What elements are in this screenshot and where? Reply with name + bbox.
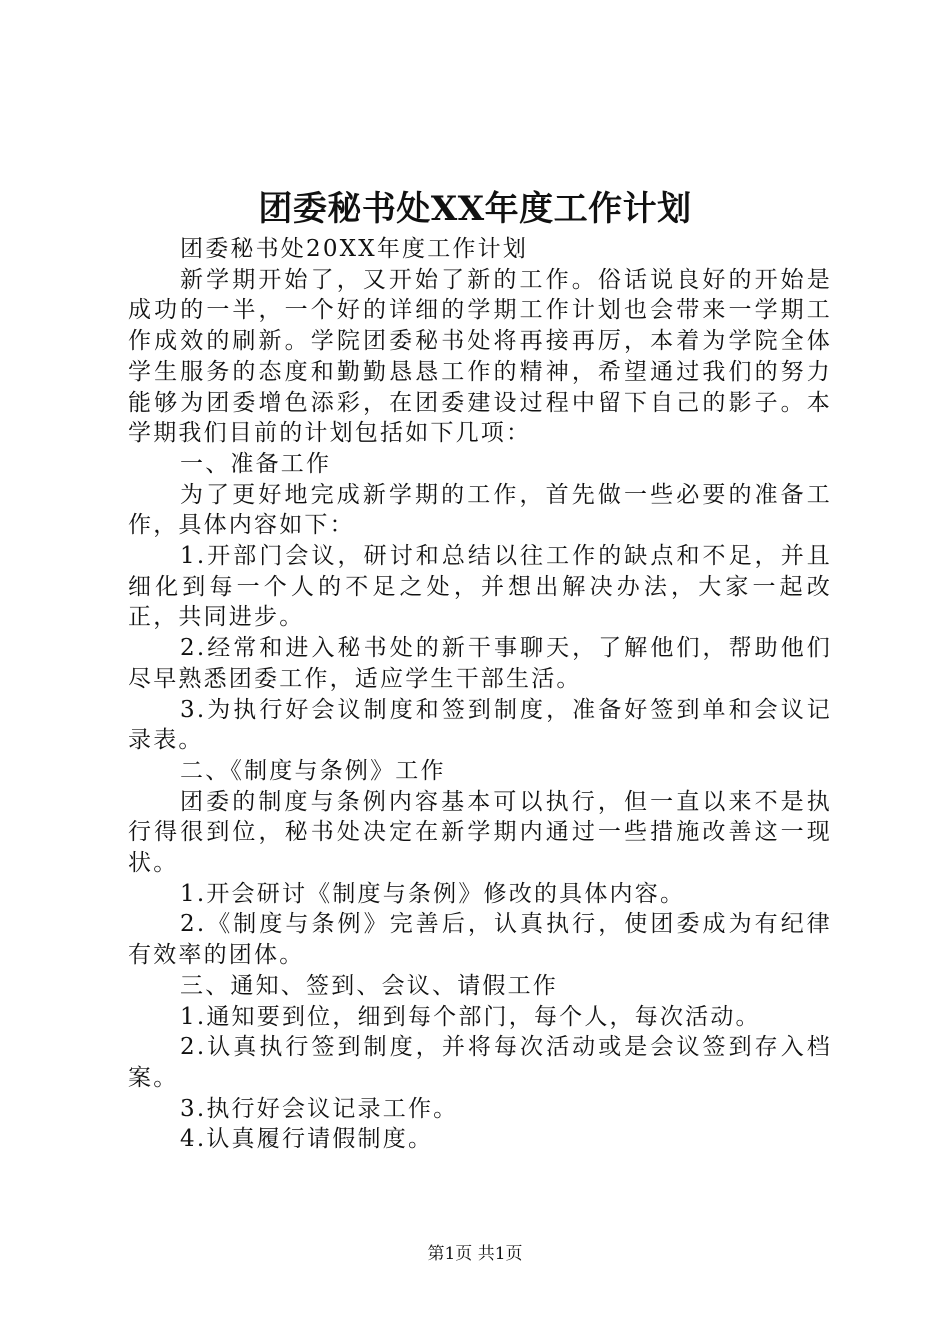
section-1-intro: 为了更好地完成新学期的工作，首先做一些必要的准备工作，具体内容如下： (128, 481, 832, 539)
section-3-item-2: 2.认真执行签到制度，并将每次活动或是会议签到存入档案。 (128, 1034, 832, 1091)
section-2-item-1: 1.开会研讨《制度与条例》修改的具体内容。 (180, 880, 686, 907)
section-heading-2: 二、《制度与条例》工作 (180, 757, 446, 784)
section-heading-3: 三、通知、签到、会议、请假工作 (180, 972, 558, 999)
section-3-item-4: 4.认真履行请假制度。 (180, 1126, 434, 1153)
section-3-item-1: 1.通知要到位，细到每个部门，每个人，每次活动。 (180, 1003, 761, 1030)
section-heading-1: 一、准备工作 (180, 450, 332, 477)
document-body (128, 234, 832, 1155)
page-footer: 第1页 共1页 (427, 1244, 523, 1264)
section-1-item-3: 3.为执行好会议制度和签到制度，准备好签到单和会议记录表。 (128, 696, 832, 754)
intro-paragraph: 新学期开始了，又开始了新的工作。俗话说良好的开始是成功的一半，一个好的详细的学期工作计划也会带来一学期工作成效的刷新。学院团委秘书处将再接再厉，本着为学院全体学生服务的态度和勤勤恳恳工作的精神，希望通过我们的努力能够为团委增色添彩，在团委建设过程中留下自己的影子。本学期我们目前的计划包括如下几项： (128, 266, 832, 447)
section-2-item-2: 2.《制度与条例》完善后，认真执行，使团委成为有纪律有效率的团体。 (128, 911, 832, 969)
section-3-item-3: 3.执行好会议记录工作。 (180, 1095, 459, 1122)
section-1-item-1: 1.开部门会议，研讨和总结以往工作的缺点和不足，并且细化到每一个人的不足之处，并想出解决办法，大家一起改正，共同进步。 (128, 543, 832, 631)
subtitle-line: 团委秘书处20XX年度工作计划 (180, 236, 529, 262)
document-title: 团委秘书处XX年度工作计划 (258, 189, 692, 229)
section-1-item-2: 2.经常和进入秘书处的新干事聊天，了解他们，帮助他们尽早熟悉团委工作，适应学生干部生活。 (128, 635, 832, 692)
section-2-intro: 团委的制度与条例内容基本可以执行，但一直以来不是执行得很到位，秘书处决定在新学期内通过一些措施改善这一现状。 (128, 788, 832, 877)
